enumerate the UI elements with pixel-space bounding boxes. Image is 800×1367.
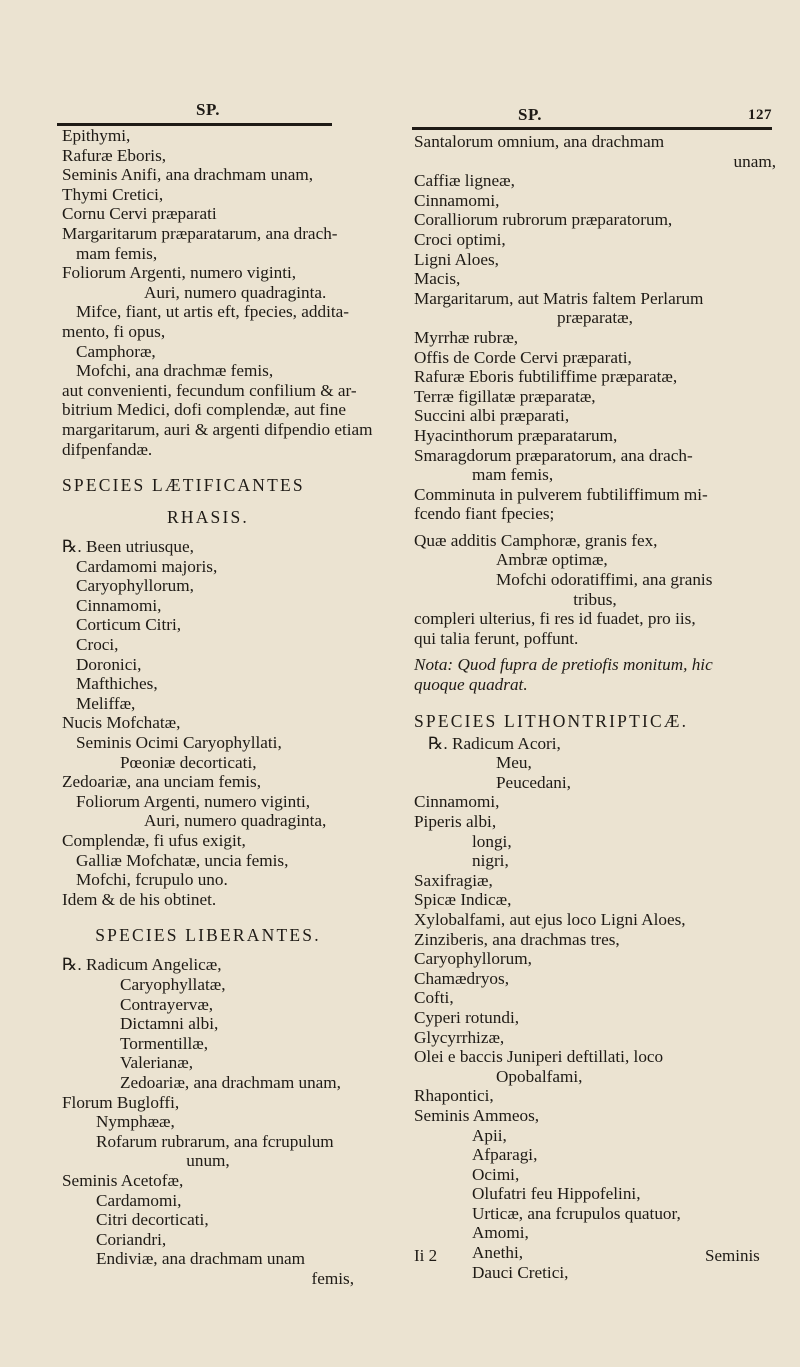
catchword: Seminis <box>705 1246 760 1265</box>
text-line: Mofchi, ana drachmæ femis, <box>76 361 274 381</box>
text-line: unam, <box>733 151 776 171</box>
text-line: Cyperi rotundi, <box>414 1007 520 1027</box>
paragraph-gap <box>62 459 354 466</box>
text-line: Spicæ Indicæ, <box>414 890 512 910</box>
text-line: Idem & de his obtinet. <box>62 889 217 909</box>
text-line: mento, fi opus, <box>62 321 166 341</box>
text-line: qui talia ferunt, poffunt. <box>414 628 579 648</box>
text-line: Xylobalfami, aut ejus loco Ligni Aloes, <box>414 909 686 929</box>
text-line: Camphoræ, <box>76 341 156 361</box>
text-line: fcendo fiant fpecies; <box>414 504 555 524</box>
text-line: Cornu Cervi præparati <box>62 204 217 224</box>
paragraph-gap <box>414 524 776 531</box>
text-line: ℞. Radicum Angelicæ, <box>62 955 222 975</box>
right-running-head: SP. <box>518 105 543 124</box>
text-line: femis, <box>311 1268 354 1288</box>
text-line: Ambræ optimæ, <box>496 550 608 570</box>
text-line: Nota: Quod fupra de pretiofis monitum, hic <box>414 655 713 675</box>
text-line: bitrium Medici, dofi complendæ, aut fine <box>62 400 347 420</box>
right-header-rule <box>412 127 772 130</box>
text-line: Cinnamomi, <box>414 792 500 812</box>
section-heading: RHASIS. <box>166 507 250 528</box>
text-line: Mofchi, fcrupulo uno. <box>76 870 228 890</box>
text-line: ℞. Radicum Acori, <box>428 733 561 753</box>
text-line: Anethi, <box>472 1243 524 1263</box>
text-line: Cardamomi, <box>96 1190 182 1210</box>
section-heading: SPECIES LIBERANTES. <box>95 925 321 946</box>
text-line: Epithymi, <box>62 126 131 145</box>
text-line: Terræ figillatæ præparatæ, <box>414 386 596 406</box>
text-line: Margaritarum, aut Matris faltem Perlarum <box>414 288 704 308</box>
text-line: Citri decorticati, <box>96 1210 209 1230</box>
text-line: Auri, numero quadraginta, <box>144 811 327 831</box>
text-line: Cofti, <box>414 988 454 1008</box>
text-line: Seminis Acetofæ, <box>62 1170 184 1190</box>
text-line: Meu, <box>496 753 532 773</box>
text-line: Seminis Ammeos, <box>414 1105 540 1125</box>
text-line: Myrrhæ rubræ, <box>414 327 519 347</box>
text-line: Coriandri, <box>96 1229 167 1249</box>
text-line: Zinziberis, ana drachmas tres, <box>414 929 620 949</box>
text-line: Thymi Cretici, <box>62 184 164 204</box>
paragraph-gap <box>62 530 354 537</box>
left-text-column <box>62 126 373 1288</box>
text-line: Apii, <box>472 1125 507 1145</box>
text-line: Comminuta in pulverem fubtiliffimum mi- <box>414 484 708 504</box>
text-line: Margaritarum præparatarum, ana drach- <box>62 223 338 243</box>
text-line: Peucedani, <box>496 772 571 792</box>
paragraph-gap <box>62 909 354 916</box>
text-line: Ligni Aloes, <box>414 249 499 269</box>
text-line: Foliorum Argenti, numero viginti, <box>62 263 297 283</box>
text-line: ℞. Been utriusque, <box>62 537 194 557</box>
text-line: nigri, <box>472 851 509 871</box>
text-line: Seminis Anifi, ana drachmam unam, <box>62 165 314 185</box>
text-line: Endiviæ, ana drachmam unam <box>96 1249 306 1269</box>
text-line: Zedoariæ, ana unciam femis, <box>62 772 262 792</box>
paragraph-gap <box>62 948 354 955</box>
section-heading: SPECIES LITHONTRIPTICÆ. <box>414 710 689 731</box>
text-line: Chamædryos, <box>414 968 510 988</box>
text-line: Galliæ Mofchatæ, uncia femis, <box>76 850 289 870</box>
text-line: Contrayervæ, <box>120 994 214 1014</box>
text-line: quoque quadrat. <box>414 675 528 695</box>
text-line: margaritarum, auri & argenti difpendio etiam <box>62 419 373 439</box>
text-line: Seminis Ocimi Caryophyllati, <box>76 733 282 753</box>
right-text-column <box>414 132 776 1282</box>
text-line: Opobalfami, <box>496 1066 583 1086</box>
signature-mark: Ii 2 <box>414 1246 438 1265</box>
text-line: Macis, <box>414 269 461 289</box>
text-line: Caryophyllorum, <box>414 949 532 969</box>
text-line: Olufatri feu Hippofelini, <box>472 1184 641 1204</box>
text-line: Croci optimi, <box>414 229 506 249</box>
text-line: Piperis albi, <box>414 812 497 831</box>
text-line: Santalorum omnium, ana drachmam <box>414 132 665 151</box>
text-line: Quæ additis Camphoræ, granis fex, <box>414 530 658 550</box>
text-line: difpenfandæ. <box>62 439 153 459</box>
text-line: Foliorum Argenti, numero viginti, <box>76 791 311 811</box>
text-line: Saxifragiæ, <box>414 870 493 890</box>
text-line: Caryophyllorum, <box>76 576 194 596</box>
text-line: Ocimi, <box>472 1164 520 1184</box>
text-line: Caffiæ ligneæ, <box>414 171 515 191</box>
text-line: aut convenienti, fecundum confilium & ar- <box>62 380 357 400</box>
paragraph-gap <box>414 695 776 702</box>
text-line: Auri, numero quadraginta. <box>144 282 327 302</box>
text-line: Dauci Cretici, <box>472 1262 569 1282</box>
text-line: Glycyrrhizæ, <box>414 1027 505 1047</box>
text-line: mam femis, <box>472 465 554 485</box>
text-line: Zedoariæ, ana drachmam unam, <box>120 1072 341 1092</box>
text-line: Pœoniæ decorticati, <box>120 752 257 772</box>
text-line: tribus, <box>573 589 617 609</box>
text-line: Rafuræ Eboris, <box>62 145 167 165</box>
text-line: Afparagi, <box>472 1145 538 1165</box>
text-line: Valerianæ, <box>120 1053 194 1073</box>
text-line: Croci, <box>76 635 119 655</box>
left-running-head: SP. <box>196 100 221 119</box>
text-line: Nucis Mofchatæ, <box>62 713 181 733</box>
text-line: Rafuræ Eboris fubtiliffime præparatæ, <box>414 367 678 387</box>
text-line: Rhapontici, <box>414 1086 494 1106</box>
text-line: Smaragdorum præparatorum, ana drach- <box>414 445 693 465</box>
paragraph-gap <box>414 648 776 655</box>
text-line: Succini albi præparati, <box>414 406 570 426</box>
text-line: mam femis, <box>76 243 158 263</box>
section-heading: SPECIES LÆTIFICANTES <box>62 475 305 496</box>
text-line: Caryophyllatæ, <box>120 974 226 994</box>
text-line: longi, <box>472 831 512 851</box>
text-line: Doronici, <box>76 654 142 674</box>
text-line: Mifce, fiant, ut artis eft, fpecies, addita- <box>76 302 349 322</box>
text-line: Meliffæ, <box>76 693 136 713</box>
text-line: Florum Bugloffi, <box>62 1092 180 1112</box>
text-line: Complendæ, fi ufus exigit, <box>62 831 246 850</box>
text-line: Cinnamomi, <box>76 595 162 615</box>
text-line: Offis de Corde Cervi præparati, <box>414 347 632 367</box>
text-line: Mofchi odoratiffimi, ana granis <box>496 570 713 590</box>
text-line: Cinnamomi, <box>414 190 500 210</box>
text-line: Cardamomi majoris, <box>76 556 218 576</box>
text-line: Nymphææ, <box>96 1112 175 1132</box>
text-line: Olei e baccis Juniperi deftillati, loco <box>414 1047 664 1067</box>
text-line: compleri ulterius, fi res id fuadet, pro iis, <box>414 609 696 629</box>
text-line: Mafthiches, <box>76 674 158 694</box>
text-line: Hyacinthorum præparatarum, <box>414 425 618 445</box>
page-number: 127 <box>748 107 772 123</box>
text-line: Dictamni albi, <box>120 1014 219 1034</box>
text-line: Tormentillæ, <box>120 1033 209 1053</box>
text-line: præparatæ, <box>557 308 633 328</box>
text-line: Corticum Citri, <box>76 615 182 635</box>
text-line: Amomi, <box>472 1223 529 1243</box>
text-line: unum, <box>186 1151 230 1171</box>
text-line: Coralliorum rubrorum præparatorum, <box>414 210 673 230</box>
text-line: Urticæ, ana fcrupulos quatuor, <box>472 1203 681 1223</box>
text-line: Rofarum rubrarum, ana fcrupulum <box>96 1131 334 1151</box>
